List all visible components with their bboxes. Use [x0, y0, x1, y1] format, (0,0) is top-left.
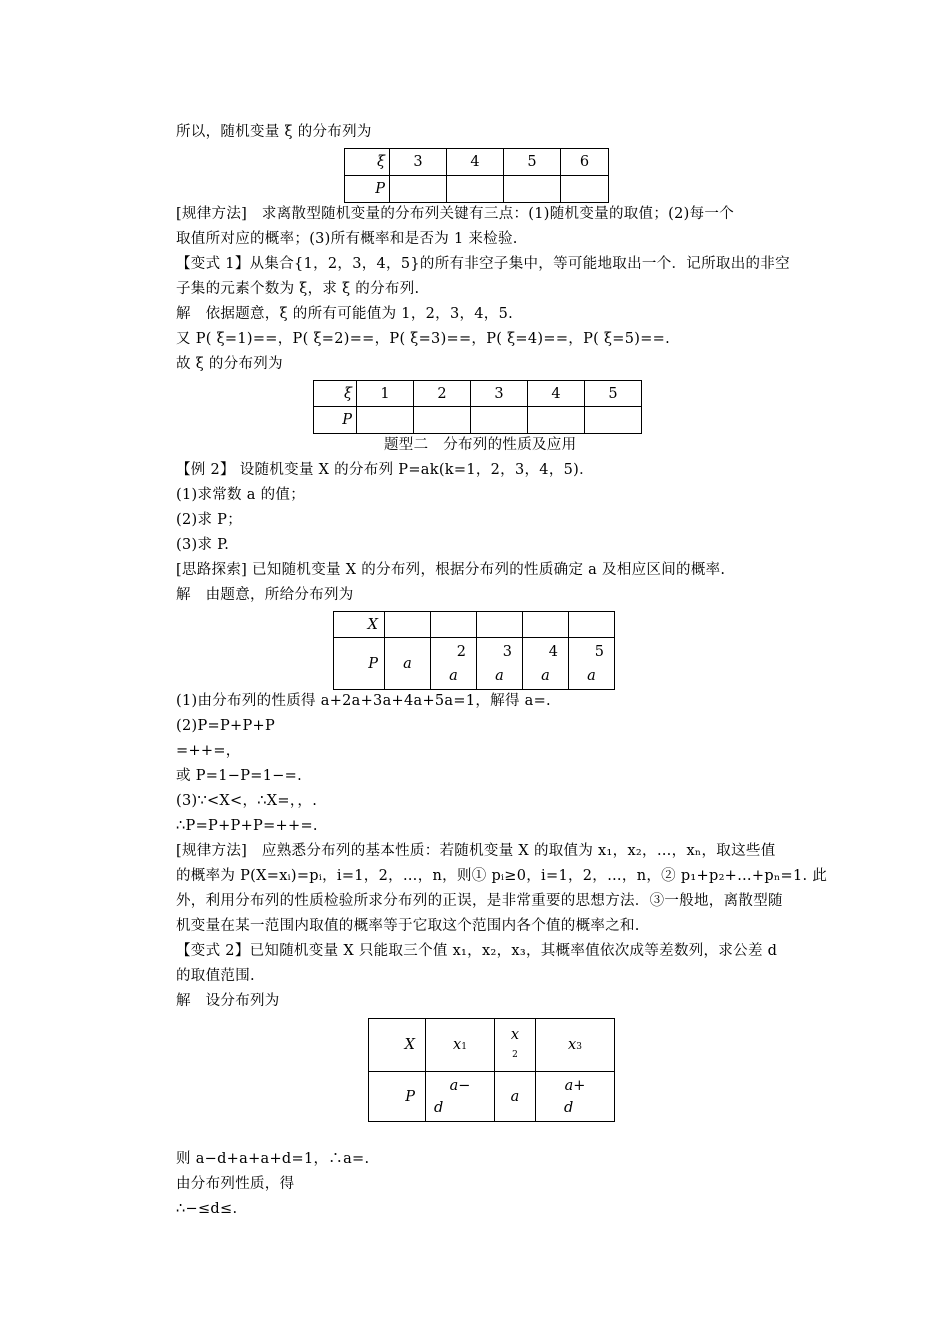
table-cell: a+ d: [536, 1072, 615, 1122]
text-line: 的取值范围.: [176, 968, 255, 984]
distribution-table-2: [313, 380, 642, 434]
table-cell: [357, 407, 414, 434]
table-cell: 3: [471, 381, 528, 407]
table-cell: [528, 407, 585, 434]
text-line: [规律方法] 求离散型随机变量的分布列关键有三点：(1)随机变量的取值；(2)每一个: [176, 206, 734, 222]
table-cell: 2 a: [431, 638, 477, 690]
table-header-x: X: [369, 1019, 426, 1072]
table-cell: 3 a: [477, 638, 523, 690]
text-line: 子集的元素个数为 ξ，求 ξ 的分布列.: [176, 281, 420, 297]
table-cell: a− d: [426, 1072, 495, 1122]
table-cell: [585, 407, 642, 434]
table-cell: [390, 176, 447, 203]
table-cell: [385, 612, 431, 638]
table-cell: x1: [426, 1019, 495, 1072]
table-cell: 3: [390, 149, 447, 176]
table-cell: a: [495, 1072, 536, 1122]
table-cell: 2: [414, 381, 471, 407]
text-line: 的概率为 P(X=xᵢ)=pᵢ，i=1，2，…，n，则① pᵢ≥0，i=1，2，…，n，② p₁+p₂+…+pₙ=1. 此: [176, 868, 828, 884]
table-header-p: P: [314, 407, 357, 434]
distribution-table-1: [344, 148, 609, 203]
distribution-table-4: [368, 1018, 615, 1122]
text-line: 则 a−d+a+a+d=1，∴a=.: [176, 1151, 370, 1167]
table-header-p: P: [345, 176, 390, 203]
table-cell: 5: [585, 381, 642, 407]
table-header-p: P: [369, 1072, 426, 1122]
text-line: =++=，: [176, 743, 241, 759]
table-cell: [561, 176, 609, 203]
table-cell: [447, 176, 504, 203]
table-cell: [523, 612, 569, 638]
text-line: (2)求 P；: [176, 512, 243, 528]
text-line: 又 P( ξ=1)==，P( ξ=2)==，P( ξ=3)==，P( ξ=4)==，P( ξ=5)==.: [176, 331, 671, 347]
text-line: (3)∵<X<，∴X=，，.: [176, 793, 318, 809]
text-line: 故 ξ 的分布列为: [176, 356, 283, 372]
table-cell: [414, 407, 471, 434]
text-line: 【例 2】 设随机变量 X 的分布列 P=ak(k=1，2，3，4，5)．: [176, 462, 594, 478]
text-line: (1)由分布列的性质得 a+2a+3a+4a+5a=1，解得 a=.: [176, 693, 551, 709]
table-header-xi: ξ: [345, 149, 390, 176]
text-line: [思路探索] 已知随机变量 X 的分布列，根据分布列的性质确定 a 及相应区间的概率.: [176, 562, 726, 578]
text-line: 取值所对应的概率；(3)所有概率和是否为 1 来检验.: [176, 231, 518, 247]
text-line: 由分布列性质，得: [176, 1176, 295, 1192]
text-line: 机变量在某一范围内取值的概率等于它取这个范围内各个值的概率之和.: [176, 918, 640, 934]
table-cell: a: [385, 638, 431, 690]
table-cell: [504, 176, 561, 203]
text-line: (2)P=P+P+P: [176, 718, 276, 734]
table-cell: 5 a: [569, 638, 615, 690]
table-cell: 4: [528, 381, 585, 407]
table-cell: [471, 407, 528, 434]
text-line: ∴−≤d≤.: [176, 1201, 238, 1217]
text-line: [规律方法] 应熟悉分布列的基本性质：若随机变量 X 的取值为 x₁，x₂，…，xₙ，取这些值: [176, 843, 776, 859]
text-line: (1)求常数 a 的值；: [176, 487, 306, 503]
table-cell: 4 a: [523, 638, 569, 690]
table-cell: 5: [504, 149, 561, 176]
text-line: 或 P=1−P=1−=.: [176, 768, 303, 784]
table-header-xi: ξ: [314, 381, 357, 407]
text-line: 所以，随机变量 ξ 的分布列为: [176, 124, 372, 140]
table-cell: x3: [536, 1019, 615, 1072]
table-cell: 1: [357, 381, 414, 407]
text-line: 【变式 2】已知随机变量 X 只能取三个值 x₁，x₂，x₃，其概率值依次成等差数列，求公差 d: [176, 943, 778, 959]
table-cell: [477, 612, 523, 638]
table-header-x: X: [334, 612, 385, 638]
text-line: 外，利用分布列的性质检验所求分布列的正误，是非常重要的思想方法．③一般地，离散型随: [176, 893, 783, 909]
text-line: 解 设分布列为: [176, 993, 280, 1009]
table-cell: x 2: [495, 1019, 536, 1072]
table-cell: 4: [447, 149, 504, 176]
text-line: 解 依据题意，ξ 的所有可能值为 1，2，3，4，5.: [176, 306, 514, 322]
text-line: 解 由题意，所给分布列为: [176, 587, 354, 603]
table-cell: 6: [561, 149, 609, 176]
table-cell: [569, 612, 615, 638]
distribution-table-3: [333, 611, 615, 690]
section-heading: 题型二 分布列的性质及应用: [384, 437, 577, 453]
text-line: (3)求 P.: [176, 537, 230, 553]
table-cell: [431, 612, 477, 638]
text-line: ∴P=P+P+P=++=.: [176, 818, 318, 834]
text-line: 【变式 1】从集合{1，2，3，4，5}的所有非空子集中，等可能地取出一个．记所取出的非空: [176, 256, 790, 272]
table-header-p: P: [334, 638, 385, 690]
